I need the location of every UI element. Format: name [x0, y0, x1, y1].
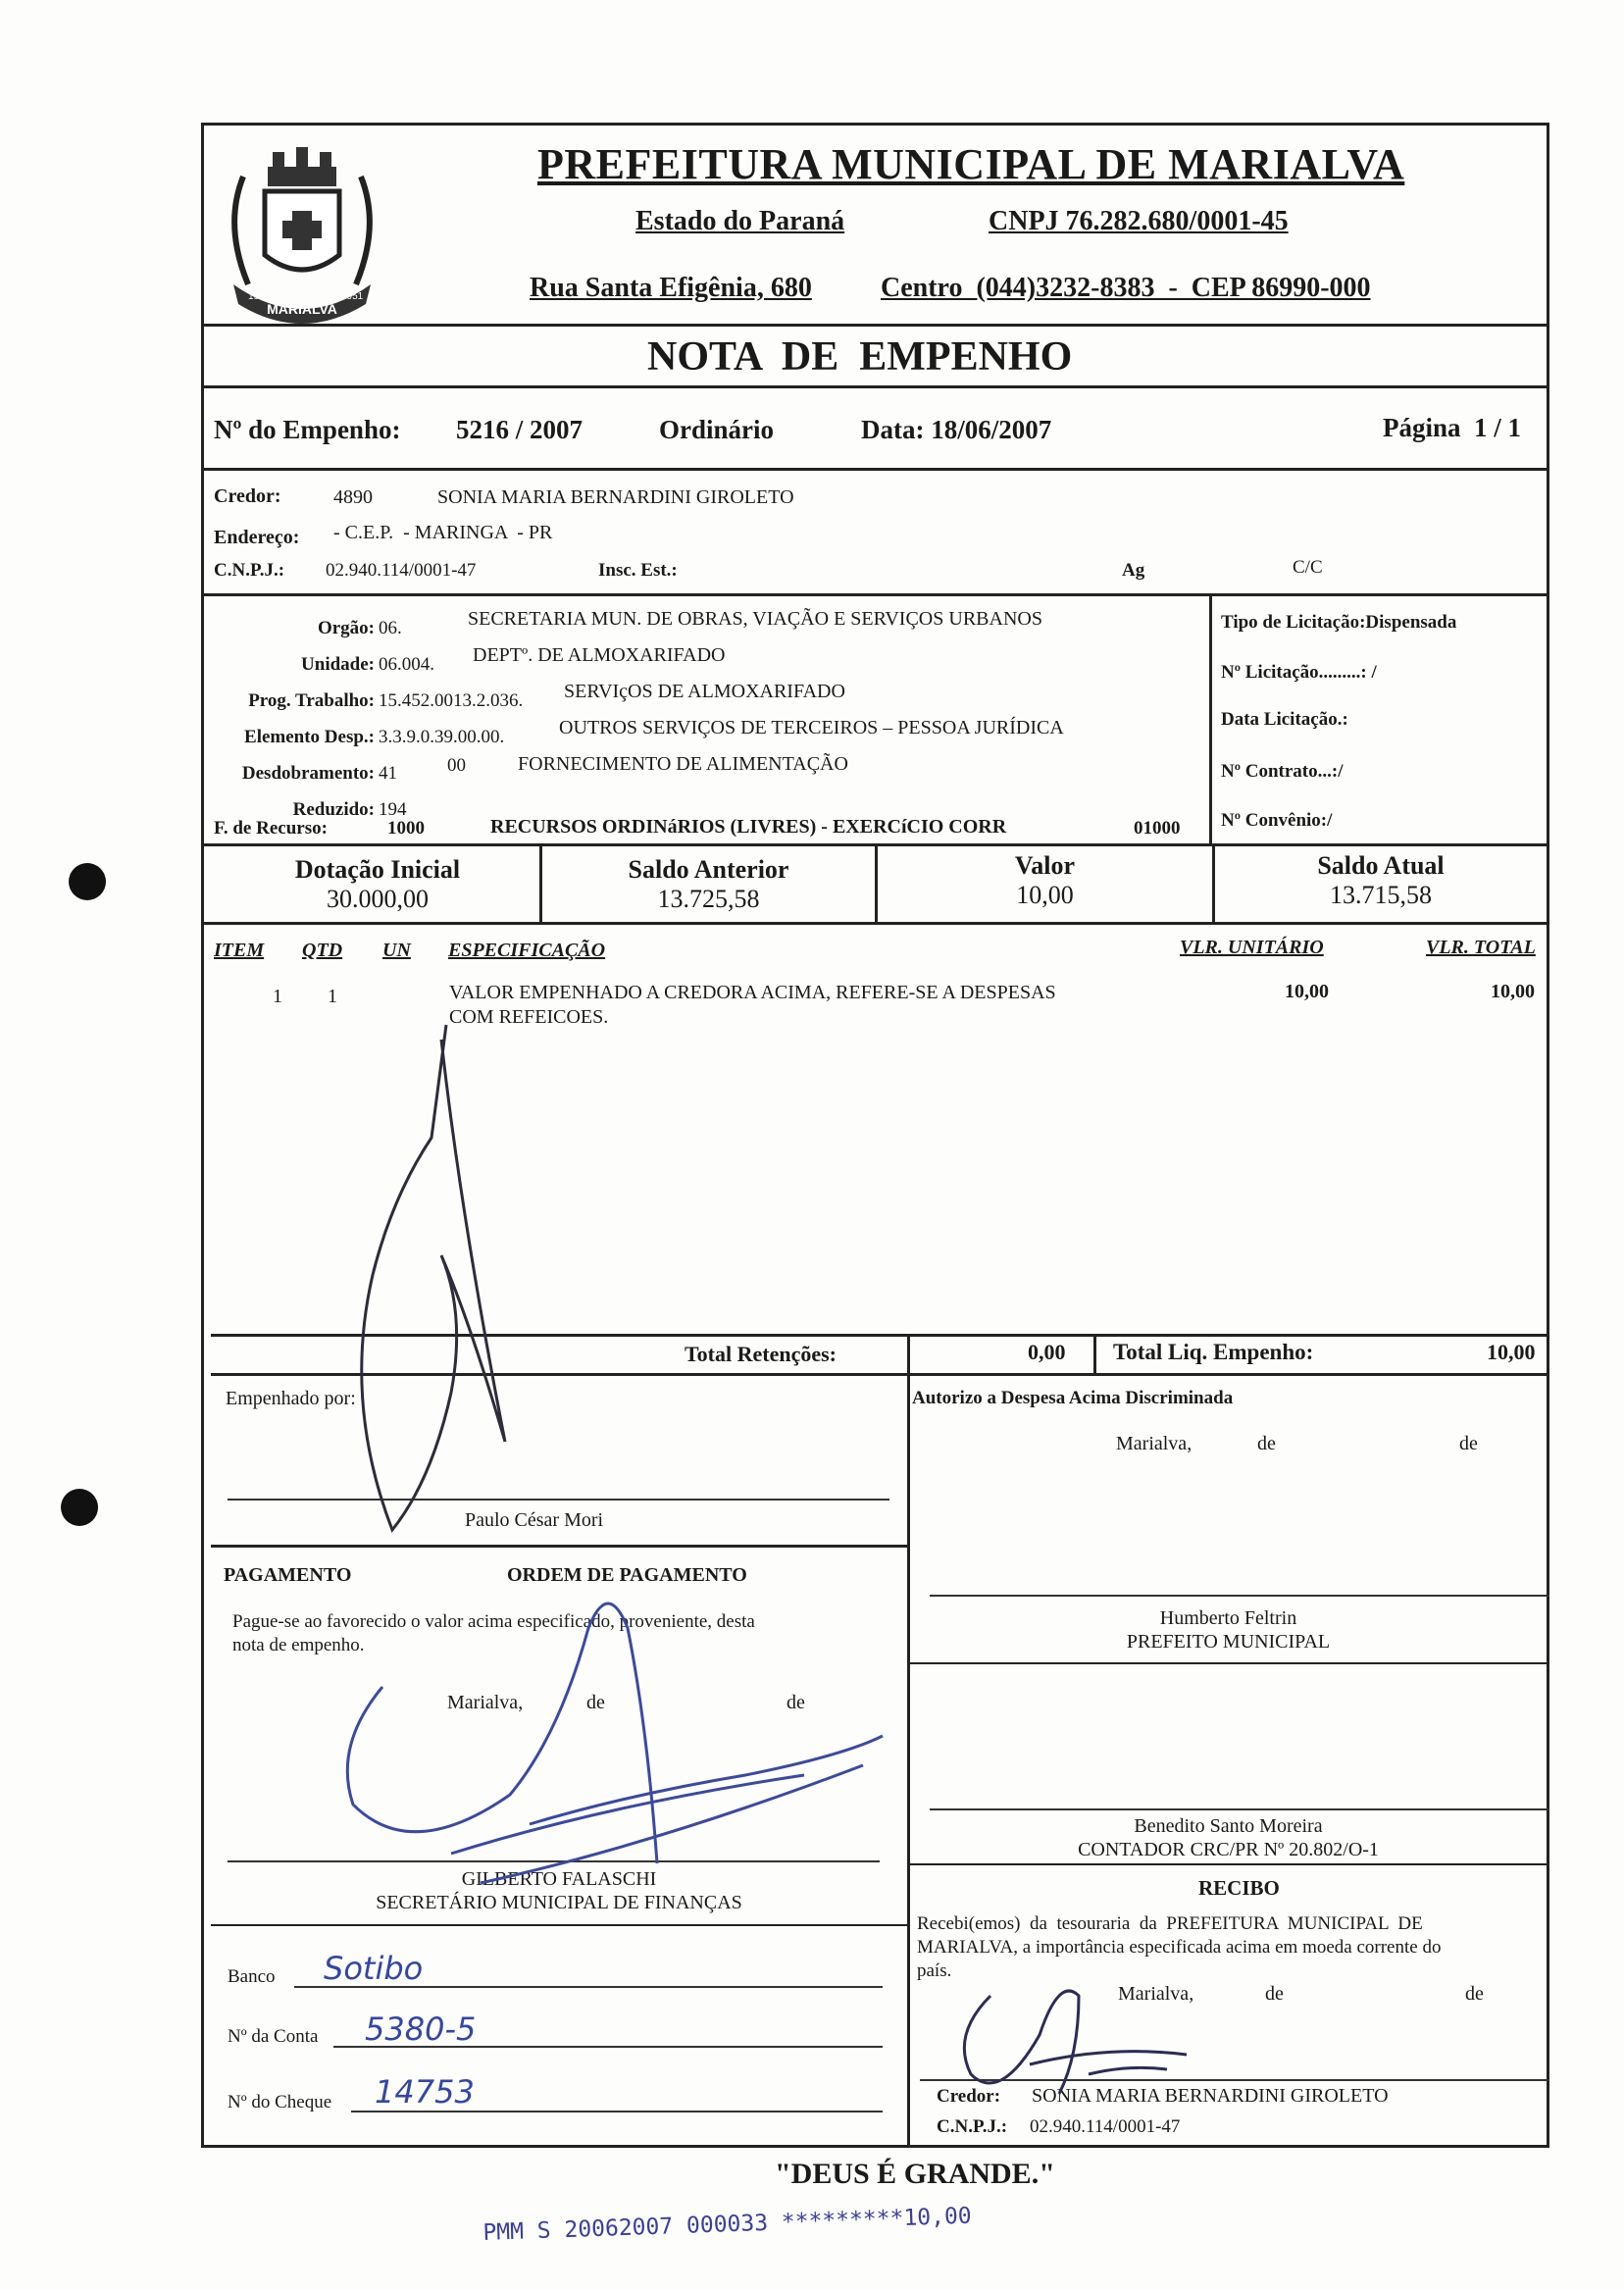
insc-est-label: Insc. Est.: [598, 560, 678, 581]
recurso-code: 1000 [387, 818, 425, 839]
reduzido-label: Reduzido: [292, 799, 375, 820]
cheque-value: 14753 [375, 2073, 475, 2111]
empenhado-label: Empenhado por: [226, 1388, 356, 1409]
prog-trabalho-desc: SERVIçOS DE ALMOXARIFADO [564, 681, 845, 702]
desdobramento-code: 41 [379, 763, 397, 784]
svg-text:MARIALVA: MARIALVA [267, 301, 337, 317]
empenho-number: 5216 / 2007 [456, 415, 584, 444]
municipal-seal-icon [204, 137, 400, 333]
recibo-credor-name: SONIA MARIA BERNARDINI GIROLETO [1032, 2085, 1389, 2107]
signature-secretario [314, 1569, 902, 1903]
saldo-anterior-value: 13.725,58 [657, 885, 760, 913]
saldo-atual-label: Saldo Atual [1317, 851, 1445, 880]
numero-contrato: Nº Contrato...:/ [1221, 761, 1344, 782]
saldo-atual-value: 13.715,58 [1330, 881, 1432, 909]
desdobramento-code2: 00 [447, 755, 466, 776]
retencoes-label: Total Retenções: [685, 1342, 837, 1366]
data-licitacao: Data Licitação.: [1221, 709, 1348, 730]
recibo-text-line3: país. [917, 1960, 952, 1981]
desdobramento-label: Desdobramento: [241, 763, 375, 784]
dotacao-labels [208, 610, 375, 828]
cc-label: C/C [1293, 557, 1323, 578]
recibo-text-line2: MARIALVA, a importância especificada acima em moeda corrente do [917, 1937, 1442, 1958]
item-vlr-total: 10,00 [1491, 981, 1535, 1002]
signature-credor [932, 1957, 1226, 2113]
recibo-cnpj: 02.940.114/0001-47 [1030, 2116, 1181, 2137]
credor-name: SONIA MARIA BERNARDINI GIROLETO [437, 486, 794, 508]
recibo-text-line1: Recebi(emos) da tesouraria da PREFEITURA MUNICIPAL DE [917, 1913, 1423, 1934]
numero-licitacao: Nº Licitação.........: / [1221, 662, 1377, 683]
prog-trabalho-label: Prog. Trabalho: [248, 690, 375, 711]
pagamento-de2: de [787, 1692, 805, 1713]
pagamento-de1: de [586, 1692, 605, 1713]
numero-convenio: Nº Convênio:/ [1221, 810, 1333, 831]
item-number: 1 [273, 986, 282, 1007]
conta-label: Nº da Conta [228, 2026, 319, 2047]
doc-title: NOTA DE EMPENHO [647, 334, 1073, 380]
autorizo-place: Marialva, [1116, 1433, 1193, 1454]
empenho-number-label: Nº do Empenho: [214, 415, 401, 444]
recibo-de2: de [1465, 1983, 1484, 2005]
prefeito-name: Humberto Feltrin [1159, 1607, 1297, 1629]
secretario-role: SECRETÁRIO MUNICIPAL DE FINANÇAS [376, 1892, 742, 1913]
ordem-pagamento-label: ORDEM DE PAGAMENTO [507, 1564, 747, 1586]
saldo-anterior [542, 855, 875, 914]
recibo-cnpj-label: C.N.P.J.: [937, 2116, 1008, 2137]
orgao-label: Orgão: [317, 618, 375, 638]
saldo-valor [878, 851, 1212, 910]
reduzido-code: 194 [379, 799, 407, 820]
prog-trabalho-code: 15.452.0013.2.036. [379, 690, 524, 711]
page-number: Página 1 / 1 [1383, 413, 1522, 442]
desdobramento-desc: FORNECIMENTO DE ALIMENTAÇÃO [518, 753, 848, 775]
pagamento-text-line2: nota de empenho. [232, 1635, 365, 1655]
recurso-label: F. de Recurso: [214, 818, 328, 839]
punch-hole-bottom [61, 1489, 98, 1526]
prefeito-role: PREFEITO MUNICIPAL [1126, 1631, 1331, 1653]
org-cnpj: CNPJ 76.282.680/0001-45 [989, 206, 1289, 236]
banco-value: Sotibo [324, 1950, 424, 1987]
recibo-credor-label: Credor: [937, 2086, 1001, 2107]
empenho-date: Data: 18/06/2007 [861, 415, 1052, 444]
tipo-licitacao-text: Tipo de Licitação:Dispensada [1221, 612, 1457, 633]
ag-label: Ag [1122, 560, 1145, 581]
prefeito-block [907, 1606, 1549, 1654]
empenho-type: Ordinário [659, 415, 775, 444]
orgao-code: 06. [379, 618, 402, 638]
contador-name: Benedito Santo Moreira [1134, 1815, 1323, 1837]
col-un: UN [382, 940, 411, 961]
valor-value: 10,00 [1016, 881, 1074, 909]
recibo-title: RECIBO [1198, 1876, 1280, 1900]
credor-label: Credor: [214, 485, 281, 507]
valor-label: Valor [1014, 851, 1076, 880]
retencoes-value: 0,00 [1028, 1340, 1066, 1364]
col-vlr-unitario: VLR. UNITÁRIO [1180, 937, 1324, 958]
unidade-desc: DEPTº. DE ALMOXARIFADO [473, 644, 726, 666]
item-espec-line2: COM REFEICOES. [449, 1006, 609, 1028]
dotacao-inicial-value: 30.000,00 [327, 885, 429, 913]
recibo-de1: de [1265, 1983, 1284, 2005]
elemento-desp-code: 3.3.9.0.39.00.00. [379, 727, 505, 747]
state-name: Estado do Paraná [635, 206, 845, 236]
item-espec-line1: VALOR EMPENHADO A CREDORA ACIMA, REFERE-SE A DESPESAS [449, 982, 1056, 1003]
contador-block [907, 1814, 1549, 1861]
org-contact: Centro (044)3232-8383 - CEP 86990-000 [881, 273, 1371, 303]
empenhado-name: Paulo César Mori [465, 1509, 604, 1531]
tipo-licitacao [1221, 612, 1456, 634]
col-item: ITEM [214, 940, 265, 961]
footer-motto: "DEUS É GRANDE." [775, 2158, 1055, 2190]
svg-text:1951: 1951 [341, 291, 364, 302]
credor-address: - C.E.P. - MARINGA - PR [333, 522, 553, 543]
org-name: PREFEITURA MUNICIPAL DE MARIALVA [537, 140, 1405, 188]
saldo-dotacao-inicial [216, 855, 539, 914]
banco-label: Banco [228, 1966, 276, 1987]
signature-empenhado [333, 1020, 549, 1550]
pagamento-text-line1: Pague-se ao favorecido o valor acima especificado, proveniente, desta [232, 1611, 755, 1632]
col-qtd: QTD [302, 940, 343, 961]
org-address: Rua Santa Efigênia, 680 [530, 273, 812, 303]
recibo-place: Marialva, [1118, 1983, 1194, 2005]
orgao-desc: SECRETARIA MUN. DE OBRAS, VIAÇÃO E SERVIÇOS URBANOS [468, 608, 1042, 630]
recurso-desc: RECURSOS ORDINáRIOS (LIVRES) - EXERCíCIO CORR [490, 816, 1007, 838]
col-vlr-total: VLR. TOTAL [1426, 937, 1536, 958]
autorizo-label: Autorizo a Despesa Acima Discriminada [912, 1388, 1234, 1408]
svg-text:1951: 1951 [248, 291, 271, 302]
liq-label: Total Liq. Empenho: [1113, 1340, 1314, 1364]
secretario-name: GILBERTO FALASCHI [461, 1868, 657, 1890]
liq-value: 10,00 [1487, 1340, 1536, 1364]
punch-hole-top [69, 863, 106, 900]
unidade-label: Unidade: [301, 654, 375, 675]
elemento-desp-desc: OUTROS SERVIÇOS DE TERCEIROS – PESSOA JURÍDICA [559, 717, 1064, 738]
cheque-label: Nº do Cheque [228, 2092, 332, 2112]
elemento-desp-label: Elemento Desp.: [244, 727, 375, 747]
pagamento-place: Marialva, [447, 1692, 524, 1713]
contador-role: CONTADOR CRC/PR Nº 20.802/O-1 [1078, 1839, 1379, 1860]
recurso-code2: 01000 [1134, 818, 1181, 839]
unidade-code: 06.004. [379, 654, 434, 675]
saldo-anterior-label: Saldo Anterior [628, 855, 789, 884]
pagamento-label: PAGAMENTO [224, 1564, 352, 1586]
credor-cnpj-label: C.N.P.J.: [214, 560, 285, 581]
item-vlr-unit: 10,00 [1285, 981, 1329, 1002]
item-qtd: 1 [328, 986, 337, 1007]
autorizo-de2: de [1459, 1433, 1478, 1454]
dotacao-codes [379, 610, 523, 828]
credor-code: 4890 [333, 486, 373, 508]
address-label: Endereço: [214, 527, 300, 548]
payment-stamp: PMM S 20062007 000033 *********10,00 [482, 2203, 973, 2246]
credor-cnpj: 02.940.114/0001-47 [326, 560, 477, 581]
saldo-atual [1215, 851, 1547, 910]
conta-value: 5380-5 [365, 2010, 477, 2048]
dotacao-inicial-label: Dotação Inicial [294, 855, 461, 884]
autorizo-de1: de [1257, 1433, 1276, 1454]
col-especificacao: ESPECIFICAÇÃO [448, 940, 606, 961]
